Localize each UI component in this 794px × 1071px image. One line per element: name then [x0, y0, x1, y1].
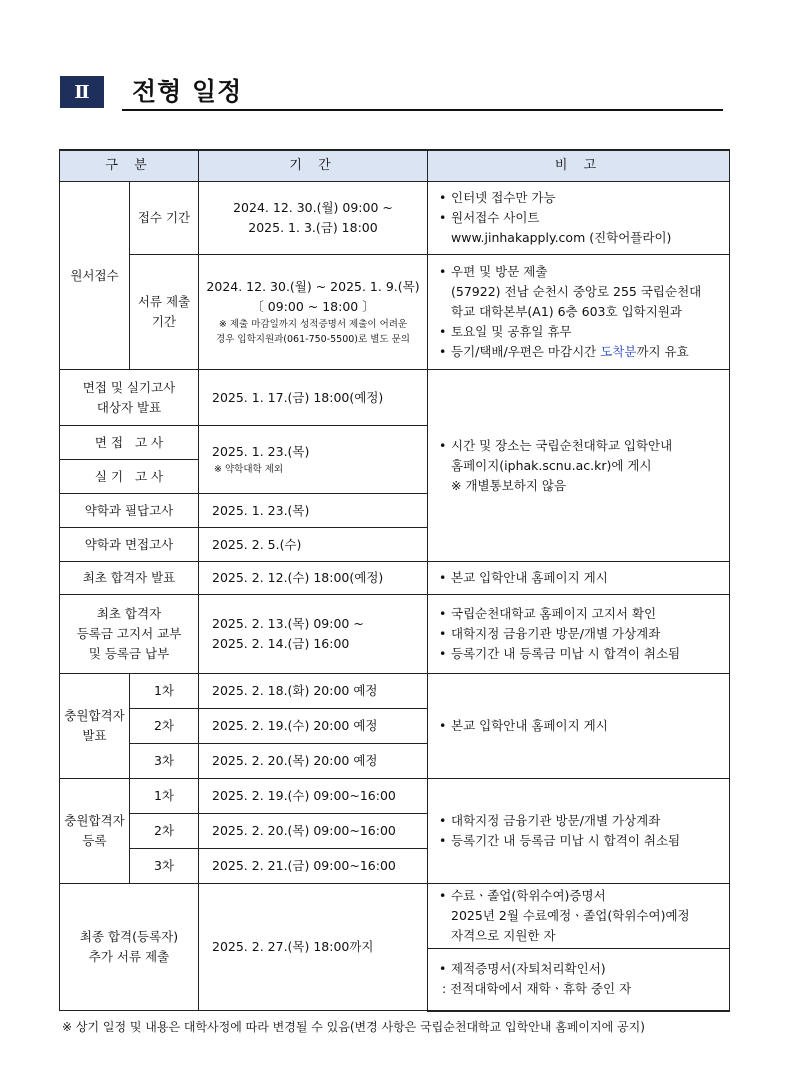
interview-practical-period: 2025. 1. 23.(목) ※ 약학대학 제외	[199, 426, 428, 494]
reception-remarks: • 인터넷 접수만 가능 • 원서접수 사이트 www.jinhakapply.com (진학어플라이)	[428, 182, 730, 255]
first-pass-label: 최초 합격자 발표	[60, 562, 199, 595]
extra-notice-period: 2025. 2. 18.(화) 20:00 예정	[199, 674, 428, 709]
extra-register-period: 2025. 2. 19.(수) 09:00~16:00	[199, 779, 428, 814]
section-title: 전형 일정	[132, 77, 243, 106]
extra-register-round: 2차	[130, 814, 199, 849]
section-header	[60, 72, 723, 112]
application-group-label: 원서접수	[60, 182, 130, 370]
exam-notice-label: 면접 및 실기고사 대상자 발표	[60, 370, 199, 426]
table-row	[60, 674, 730, 709]
reception-label: 접수 기간	[130, 182, 199, 255]
documents-period: 2024. 12. 30.(월) ~ 2025. 1. 9.(목) 〔 09:00 ~ 18:00 〕 ※ 제출 마감일까지 성적증명서 제출이 어려운 경우 입학지원과(061-750-5500)로 별도 문의	[199, 255, 428, 370]
interview-label: 면 접 고 사	[60, 426, 199, 460]
extra-notice-period: 2025. 2. 20.(목) 20:00 예정	[199, 744, 428, 779]
header-remarks: 비 고	[428, 150, 730, 182]
first-pass-period: 2025. 2. 12.(수) 18:00(예정)	[199, 562, 428, 595]
application-site-link[interactable]: www.jinhakapply.com (진학어플라이)	[451, 230, 672, 245]
extra-notice-round: 2차	[130, 709, 199, 744]
documents-label: 서류 제출 기간	[130, 255, 199, 370]
extra-register-period: 2025. 2. 20.(목) 09:00~16:00	[199, 814, 428, 849]
first-pass-remarks: • 본교 입학안내 홈페이지 게시	[428, 562, 730, 595]
tuition-remarks: • 국립순천대학교 홈페이지 고지서 확인 • 대학지정 금융기관 방문/개별 가상계좌 • 등록기간 내 등록금 미납 시 합격이 취소됨	[428, 595, 730, 674]
schedule-table	[59, 149, 730, 1012]
header-period: 기 간	[199, 150, 428, 182]
table-row	[60, 182, 730, 255]
pharm-written-label: 약학과 필답고사	[60, 494, 199, 528]
table-row	[60, 255, 730, 370]
table-row	[60, 562, 730, 595]
exam-notice-period: 2025. 1. 17.(금) 18:00(예정)	[199, 370, 428, 426]
reception-period: 2024. 12. 30.(월) 09:00 ~ 2025. 1. 3.(금) 18:00	[199, 182, 428, 255]
title-underline	[122, 109, 723, 111]
extra-notice-label: 충원합격자 발표	[60, 674, 130, 779]
practical-label: 실 기 고 사	[60, 460, 199, 494]
header-category: 구 분	[60, 150, 199, 182]
section-number: Ⅱ	[60, 76, 104, 108]
final-label: 최종 합격(등록자) 추가 서류 제출	[60, 884, 199, 1011]
extra-register-round: 1차	[130, 779, 199, 814]
final-doc1: • 수료ㆍ졸업(학위수여)증명서 2025년 2월 수료예정ㆍ졸업(학위수여)예정 자격으로 지원한 자	[428, 884, 730, 949]
final-doc2: • 제적증명서(자퇴처리확인서) : 전적대학에서 재학ㆍ휴학 중인 자	[428, 949, 730, 1011]
table-row	[60, 884, 730, 949]
pharm-interview-period: 2025. 2. 5.(수)	[199, 528, 428, 562]
extra-notice-round: 1차	[130, 674, 199, 709]
extra-notice-period: 2025. 2. 19.(수) 20:00 예정	[199, 709, 428, 744]
pharm-interview-label: 약학과 면접고사	[60, 528, 199, 562]
pharm-written-period: 2025. 1. 23.(목)	[199, 494, 428, 528]
arrival-emphasis: 도착분	[600, 344, 637, 359]
extra-notice-round: 3차	[130, 744, 199, 779]
table-row	[60, 595, 730, 674]
extra-register-remarks: • 대학지정 금융기관 방문/개별 가상계좌 • 등록기간 내 등록금 미납 시 합격이 취소됨	[428, 779, 730, 884]
tuition-period: 2025. 2. 13.(목) 09:00 ~ 2025. 2. 14.(금) 16:00	[199, 595, 428, 674]
extra-notice-remarks: • 본교 입학안내 홈페이지 게시	[428, 674, 730, 779]
tuition-label: 최초 합격자 등록금 고지서 교부 및 등록금 납부	[60, 595, 199, 674]
table-header-row	[60, 150, 730, 182]
table-row	[60, 779, 730, 814]
table-row	[60, 370, 730, 426]
extra-register-period: 2025. 2. 21.(금) 09:00~16:00	[199, 849, 428, 884]
exam-remarks: • 시간 및 장소는 국립순천대학교 입학안내 홈페이지(iphak.scnu.ac.kr)에 게시 ※ 개별통보하지 않음	[428, 370, 730, 562]
footer-note: ※ 상기 일정 및 내용은 대학사정에 따라 변경될 수 있음(변경 사항은 국립순천대학교 입학안내 홈페이지에 공지)	[62, 1020, 645, 1034]
extra-register-round: 3차	[130, 849, 199, 884]
final-period: 2025. 2. 27.(목) 18:00까지	[199, 884, 428, 1011]
extra-register-label: 충원합격자 등록	[60, 779, 130, 884]
documents-remarks: • 우편 및 방문 제출 (57922) 전남 순천시 중앙로 255 국립순천대 학교 대학본부(A1) 6층 603호 입학지원과 • 토요일 및 공휴일 휴무 • 등기/택배/우편은 마감시간 도착분까지 유효	[428, 255, 730, 370]
